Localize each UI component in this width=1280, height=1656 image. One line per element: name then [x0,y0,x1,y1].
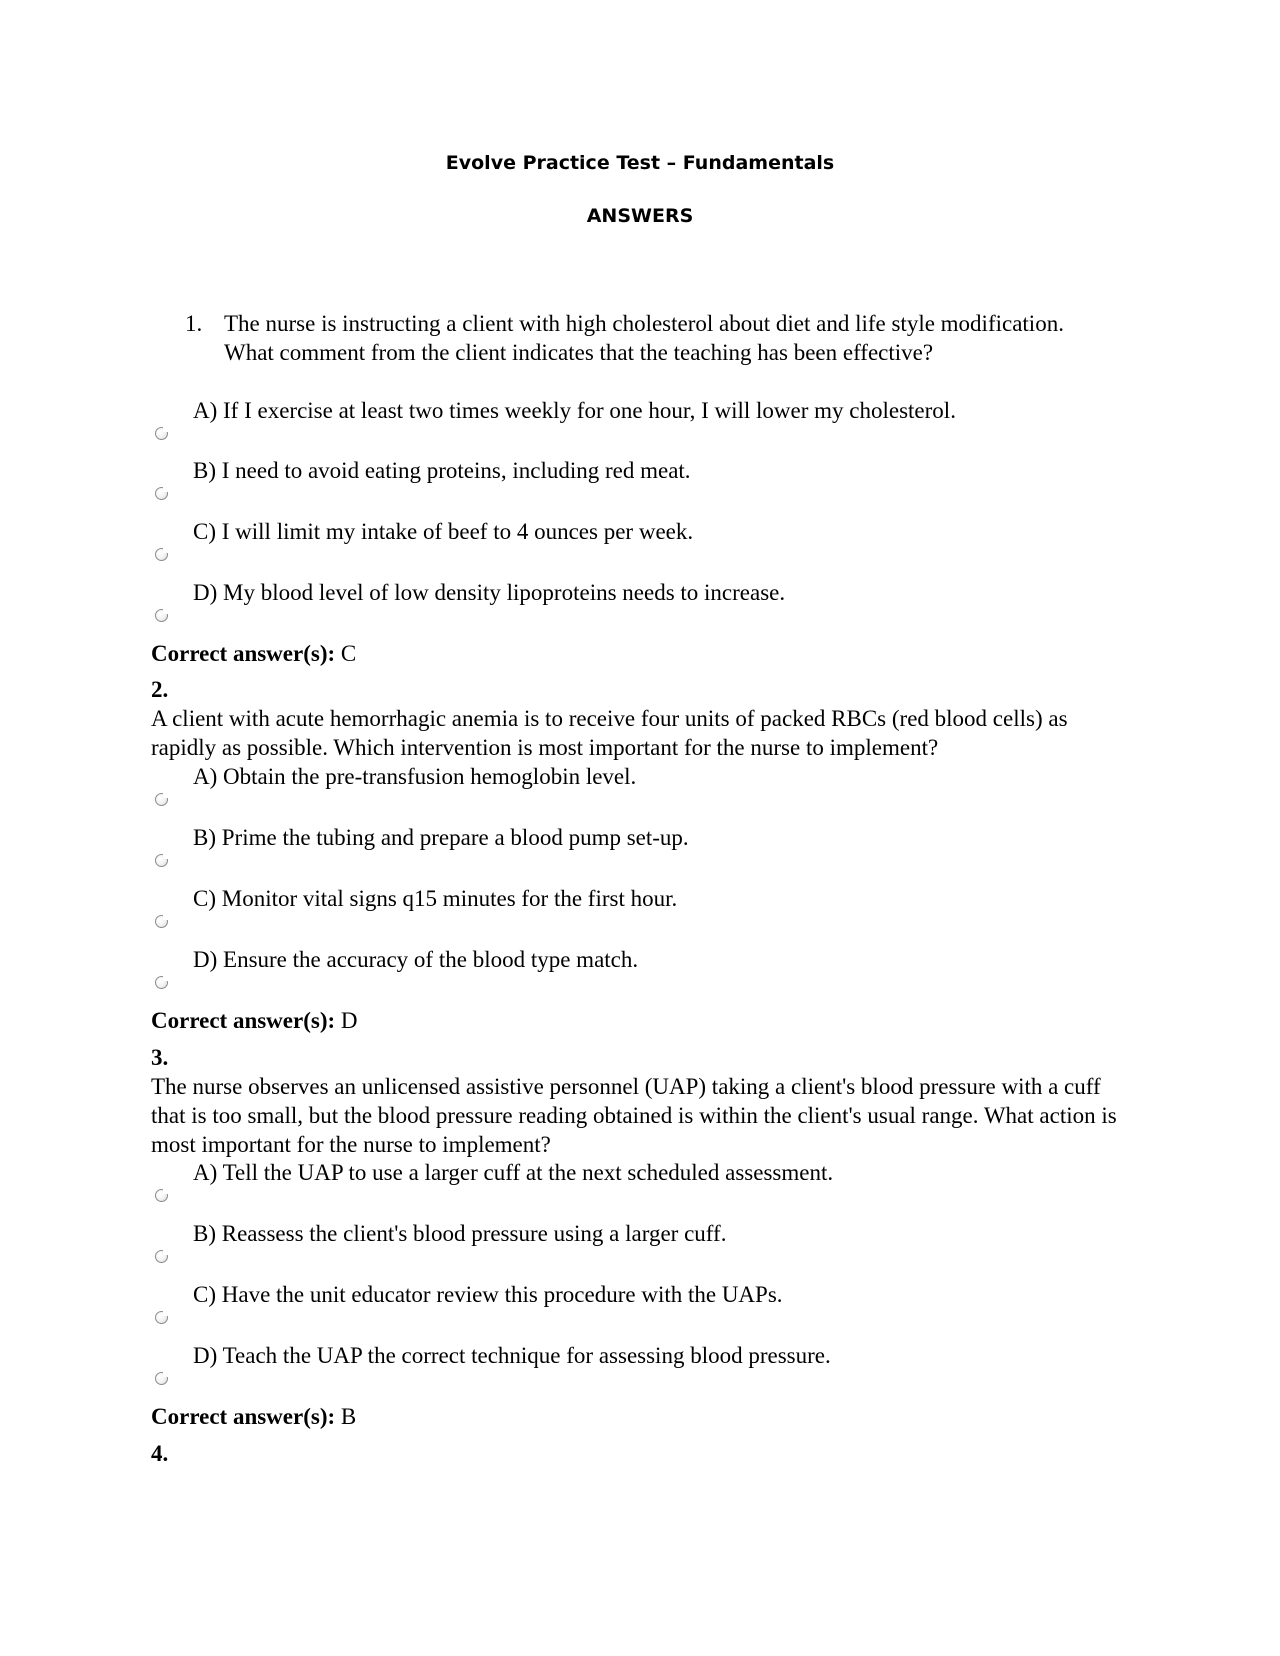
question-number: 2. [151,677,169,702]
question-number: 3. [151,1045,169,1070]
option-b: B) Prime the tubing and prepare a blood pump set-up. [193,825,689,850]
radio-option-c[interactable] [155,548,168,561]
question-3-text: The nurse observes an unlicensed assistive personnel (UAP) taking a client's blood pressure with a cuff that is too small, but the blood pressure reading obtained is within the client's usual range. What action is most important for the nurse to implement? [151,1074,1117,1157]
correct-answer-2 [151,1006,358,1035]
option-b: B) I need to avoid eating proteins, including red meat. [193,458,691,483]
question-text: The nurse is instructing a client with high cholesterol about diet and life style modification. What comment from the client indicates that the teaching has been effective? [224,311,1064,365]
option-a: A) Tell the UAP to use a larger cuff at the next scheduled assessment. [193,1160,834,1185]
option-c: C) Have the unit educator review this procedure with the UAPs. [193,1282,783,1307]
radio-option-a[interactable] [155,427,168,440]
question-2-text: A client with acute hemorrhagic anemia is to receive four units of packed RBCs (red blood cells) as rapidly as possible. Which intervention is most important for the nurse to implement? [151,706,1068,760]
radio-option-b[interactable] [155,854,168,867]
option-d: D) Teach the UAP the correct technique for assessing blood pressure. [193,1343,831,1368]
option-c: C) Monitor vital signs q15 minutes for the first hour. [193,886,678,911]
radio-option-d[interactable] [155,609,168,622]
question-number: 4. [151,1441,169,1466]
radio-option-b[interactable] [155,487,168,500]
radio-option-d[interactable] [155,1372,168,1385]
option-a: A) Obtain the pre-transfusion hemoglobin level. [193,764,637,789]
correct-answer-value: C [340,641,357,666]
document-title: Evolve Practice Test – Fundamentals [445,152,835,174]
correct-answer-label: Correct answer(s): [151,641,336,666]
radio-option-a[interactable] [155,793,168,806]
correct-answer-value: B [340,1404,357,1429]
correct-answer-label: Correct answer(s): [151,1008,336,1033]
option-c: C) I will limit my intake of beef to 4 ounces per week. [193,519,694,544]
correct-answer-3 [151,1402,356,1431]
option-d: D) My blood level of low density lipoproteins needs to increase. [193,580,786,605]
radio-option-a[interactable] [155,1189,168,1202]
question-number: 1. [185,311,203,336]
option-b: B) Reassess the client's blood pressure using a larger cuff. [193,1221,727,1246]
radio-option-b[interactable] [155,1250,168,1263]
correct-answer-value: D [340,1008,358,1033]
correct-answer-1 [151,639,356,668]
correct-answer-label: Correct answer(s): [151,1404,336,1429]
option-a: A) If I exercise at least two times weekly for one hour, I will lower my cholesterol. [193,398,956,423]
option-d: D) Ensure the accuracy of the blood type match. [193,947,639,972]
radio-option-c[interactable] [155,1311,168,1324]
question-1 [185,309,1065,367]
radio-option-d[interactable] [155,976,168,989]
document-subtitle: ANSWERS [586,205,694,227]
radio-option-c[interactable] [155,915,168,928]
